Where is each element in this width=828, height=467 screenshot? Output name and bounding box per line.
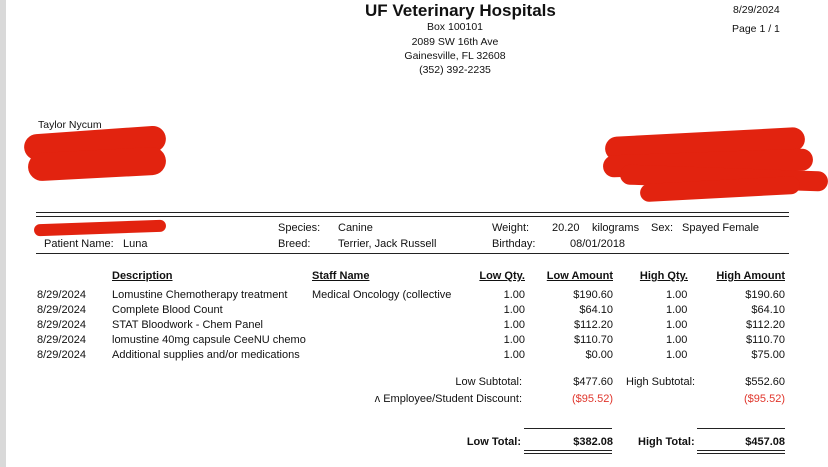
patient-divider-bottom [36,253,789,254]
row-high-qty: 1.00 [666,349,688,361]
patient-name: Luna [123,238,148,250]
species-value: Canine [338,222,373,234]
low-discount-value: ($95.52) [572,393,613,405]
row-high-amount: $64.10 [751,304,785,316]
row-high-qty: 1.00 [666,334,688,346]
page-number: Page 1 / 1 [732,23,780,35]
discount-label: ʌ Employee/Student Discount: [374,393,522,405]
weight-value: 20.20 [552,222,580,234]
breed-value: Terrier, Jack Russell [338,238,437,250]
row-low-amount: $190.60 [573,289,613,301]
row-low-qty: 1.00 [503,319,525,331]
weight-label: Weight: [492,222,530,234]
birthday-value: 08/01/2018 [570,238,626,250]
col-header-high-qty: High Qty. [639,270,688,282]
species-label: Species: [278,222,321,234]
row-date: 8/29/2024 [37,349,86,361]
row-high-amount: $112.20 [746,319,785,331]
address-line-1: Box 100101 [426,21,484,33]
row-description: Lomustine Chemotherapy treatment [112,289,288,301]
row-high-qty: 1.00 [666,289,688,301]
high-subtotal-label: High Subtotal: [626,376,696,388]
col-header-low-amount: Low Amount [546,270,613,282]
row-description: Additional supplies and/or medications [112,349,300,361]
col-header-low-qty: Low Qty. [479,270,525,282]
low-total-rule-top [524,428,612,429]
row-high-amount: $75.00 [751,349,785,361]
col-header-description: Description [112,270,173,282]
row-description: lomustine 40mg capsule CeeNU chemo [112,334,306,346]
row-low-amount: $112.20 [574,319,613,331]
row-low-amount: $64.10 [579,304,613,316]
patient-divider-top-2 [36,216,789,217]
sex-value: Spayed Female [682,222,760,234]
sex-label: Sex: [651,222,674,234]
row-high-amount: $190.60 [745,289,785,301]
col-header-staff: Staff Name [312,270,370,282]
birthday-label: Birthday: [492,238,536,250]
weight-unit: kilograms [592,222,640,234]
low-subtotal-value: $477.60 [573,376,613,388]
row-date: 8/29/2024 [37,289,86,301]
row-high-qty: 1.00 [666,304,688,316]
row-date: 8/29/2024 [37,334,86,346]
address-line-2: 2089 SW 16th Ave [411,36,499,48]
col-header-high-amount: High Amount [716,270,785,282]
row-description: Complete Blood Count [112,304,223,316]
hospital-name: UF Veterinary Hospitals [365,1,556,20]
row-low-amount: $110.70 [574,334,613,346]
low-total-value: $382.08 [573,436,613,448]
address-line-3: Gainesville, FL 32608 [404,50,506,62]
high-total-rule-top [697,428,785,429]
high-total-rule-bottom-2 [697,453,785,454]
client-name: Taylor Nycum [38,119,102,131]
breed-label: Breed: [278,238,311,250]
low-total-label: Low Total: [466,436,521,448]
patient-divider-top [36,212,789,213]
high-total-value: $457.08 [745,436,785,448]
row-date: 8/29/2024 [37,304,86,316]
high-discount-value: ($95.52) [744,393,785,405]
low-total-rule-bottom-2 [524,453,612,454]
patient-name-label: Patient Name: [44,238,114,250]
low-subtotal-label: Low Subtotal: [455,376,522,388]
row-high-amount: $110.70 [746,334,785,346]
high-total-label: High Total: [638,436,695,448]
high-subtotal-value: $552.60 [745,376,785,388]
row-date: 8/29/2024 [37,319,86,331]
row-low-qty: 1.00 [503,289,525,301]
phone-number: (352) 392-2235 [419,64,491,76]
row-high-qty: 1.00 [666,319,688,331]
high-total-rule-bottom [697,450,785,451]
row-low-qty: 1.00 [503,349,525,361]
row-description: STAT Bloodwork - Chem Panel [112,319,264,331]
row-low-qty: 1.00 [503,304,525,316]
low-total-rule-bottom [524,450,612,451]
document-date: 8/29/2024 [733,4,780,16]
row-low-qty: 1.00 [503,334,525,346]
row-staff: Medical Oncology (collective [312,289,452,301]
row-low-amount: $0.00 [585,349,613,361]
